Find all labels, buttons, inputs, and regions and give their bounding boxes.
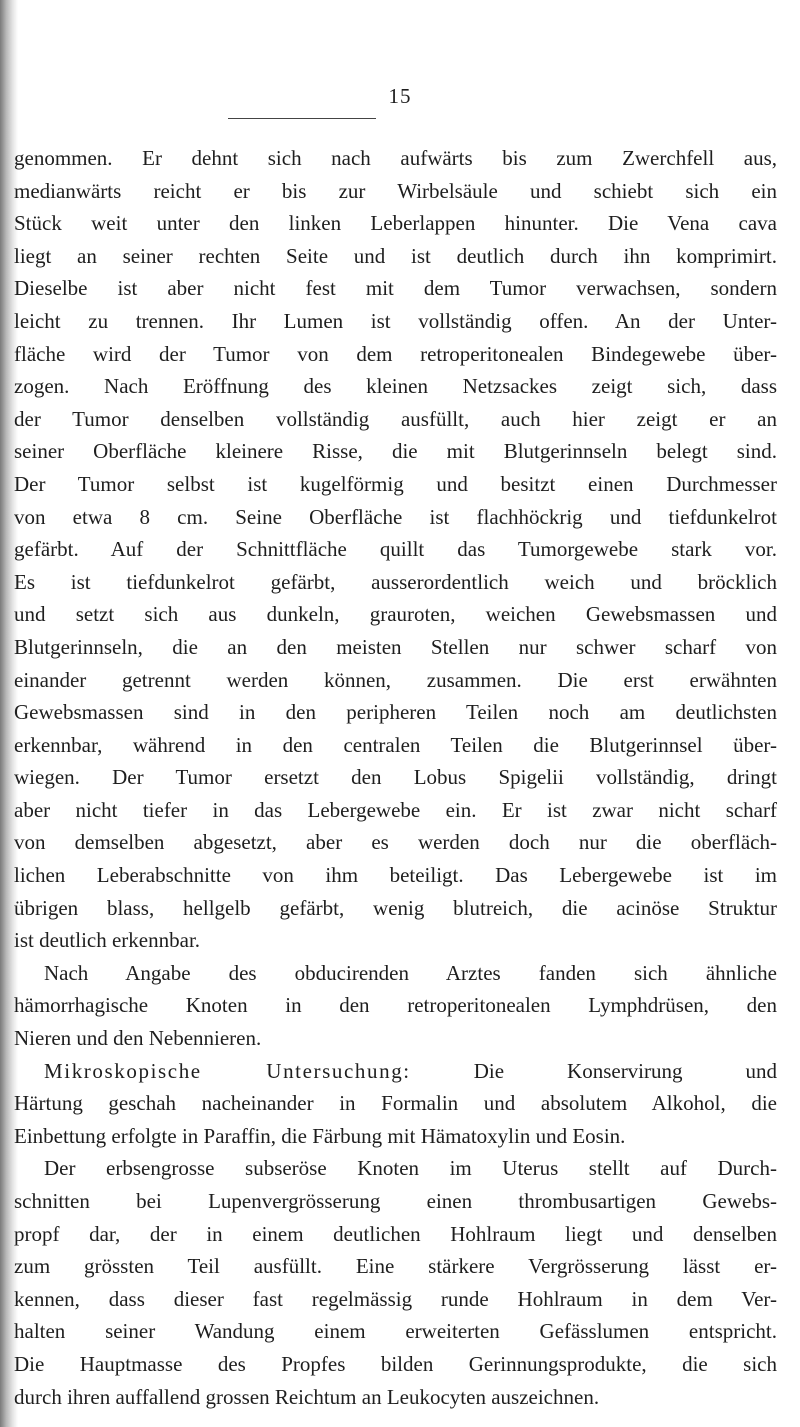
text-line: leicht zu trennen. Ihr Lumen ist vollständig offen. An der Unter- bbox=[14, 308, 777, 333]
text-line: medianwärts reicht er bis zur Wirbelsäule und schiebt sich ein bbox=[14, 178, 777, 203]
text-line: zum grössten Teil ausfüllt. Eine stärkere Vergrösserung lässt er- bbox=[14, 1254, 777, 1279]
text-line: und setzt sich aus dunkeln, grauroten, weichen Gewebsmassen und bbox=[14, 602, 777, 627]
text-line: Stück weit unter den linken Leberlappen hinunter. Die Vena cava bbox=[14, 211, 777, 236]
text-line: der Tumor denselben vollständig ausfüllt, auch hier zeigt er an bbox=[14, 406, 777, 431]
text-line: übrigen blass, hellgelb gefärbt, wenig blutreich, die acinöse Struktur bbox=[14, 895, 777, 920]
text-line: durch ihren auffallend grossen Reichtum an Leukocyten auszeichnen. bbox=[14, 1384, 600, 1409]
text-line: wiegen. Der Tumor ersetzt den Lobus Spigelii vollständig, dringt bbox=[14, 765, 777, 790]
text-line: ist deutlich erkennbar. bbox=[14, 928, 201, 953]
line-text: Die Konservirung und bbox=[410, 1058, 777, 1083]
text-line: Härtung geschah nacheinander in Formalin und absolutem Alkohol, die bbox=[14, 1091, 777, 1116]
text-line: liegt an seiner rechten Seite und ist deutlich durch ihn komprimirt. bbox=[14, 243, 777, 268]
body-text bbox=[14, 142, 777, 1413]
text-line: lichen Leberabschnitte von ihm beteiligt. Das Lebergewebe ist im bbox=[14, 863, 777, 888]
text-line: Einbettung erfolgte in Paraffin, die Färbung mit Hämatoxylin und Eosin. bbox=[14, 1123, 626, 1148]
text-line: gefärbt. Auf der Schnittfläche quillt das Tumorgewebe stark vor. bbox=[14, 537, 777, 562]
text-line: von demselben abgesetzt, aber es werden doch nur die oberfläch- bbox=[14, 830, 777, 855]
text-line bbox=[14, 1055, 777, 1088]
page-number: 15 bbox=[388, 84, 412, 108]
text-line: Nieren und den Nebennieren. bbox=[14, 1026, 262, 1051]
text-line: hämorrhagische Knoten in den retroperitonealen Lymphdrüsen, den bbox=[14, 993, 777, 1018]
text-line: Es ist tiefdunkelrot gefärbt, ausserordentlich weich und bröcklich bbox=[14, 569, 777, 594]
text-line: Blutgerinnseln, die an den meisten Stellen nur schwer scharf von bbox=[14, 634, 777, 659]
text-line: einander getrennt werden können, zusammen. Die erst erwähnten bbox=[14, 667, 777, 692]
header-rule bbox=[228, 118, 376, 119]
text-line: Gewebsmassen sind in den peripheren Teilen noch am deutlichsten bbox=[14, 700, 777, 725]
text-line: Der erbsengrosse subseröse Knoten im Uterus stellt auf Durch- bbox=[44, 1156, 777, 1181]
text-line: Die Hauptmasse des Propfes bilden Gerinnungsprodukte, die sich bbox=[14, 1351, 777, 1376]
text-line: schnitten bei Lupenvergrösserung einen thrombusartigen Gewebs- bbox=[14, 1189, 777, 1213]
text-line: zogen. Nach Eröffnung des kleinen Netzsackes zeigt sich, dass bbox=[14, 374, 777, 399]
text-line: propf dar, der in einem deutlichen Hohlraum liegt und denselben bbox=[14, 1221, 777, 1246]
section-heading: Mikroskopische Untersuchung: bbox=[44, 1058, 411, 1083]
text-line: seiner Oberfläche kleinere Risse, die mit Blutgerinnseln belegt sind. bbox=[14, 439, 777, 464]
text-line: erkennbar, während in den centralen Teilen die Blutgerinnsel über- bbox=[14, 732, 777, 757]
text-line: kennen, dass dieser fast regelmässig runde Hohlraum in dem Ver- bbox=[14, 1286, 777, 1311]
text-line: genommen. Er dehnt sich nach aufwärts bis zum Zwerchfell aus, bbox=[14, 146, 777, 170]
text-line: Dieselbe ist aber nicht fest mit dem Tumor verwachsen, sondern bbox=[14, 276, 777, 301]
text-line: von etwa 8 cm. Seine Oberfläche ist flachhöckrig und tiefdunkelrot bbox=[14, 504, 777, 529]
text-line: fläche wird der Tumor von dem retroperitonealen Bindegewebe über- bbox=[14, 341, 777, 366]
text-line: Nach Angabe des obducirenden Arztes fanden sich ähnliche bbox=[44, 960, 777, 985]
text-line: halten seiner Wandung einem erweiterten Gefässlumen entspricht. bbox=[14, 1319, 777, 1344]
text-line: Der Tumor selbst ist kugelförmig und besitzt einen Durchmesser bbox=[14, 471, 777, 496]
text-line: aber nicht tiefer in das Lebergewebe ein. Er ist zwar nicht scharf bbox=[14, 797, 777, 822]
